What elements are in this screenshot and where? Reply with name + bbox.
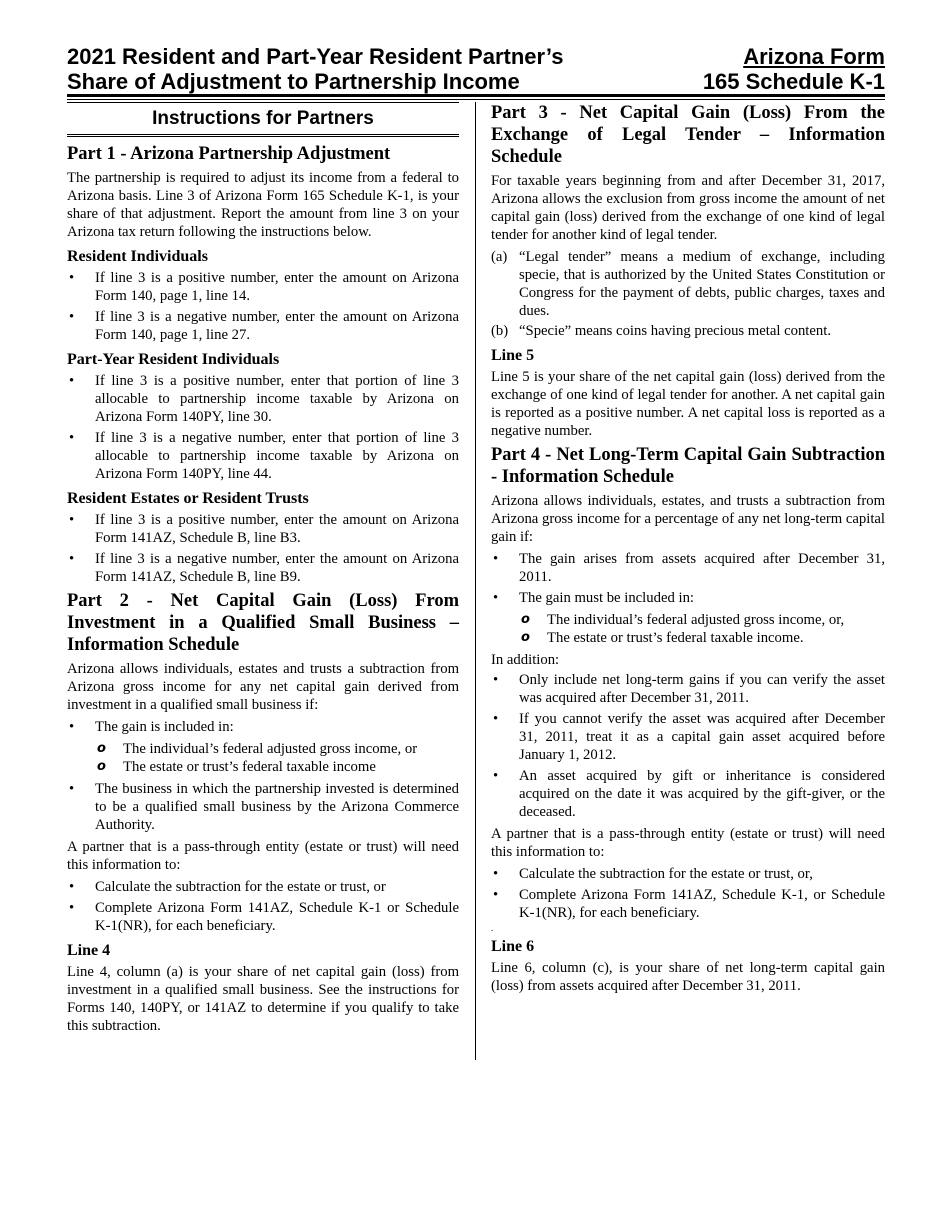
list-item-text: Calculate the subtraction for the estate or trust, or, bbox=[519, 866, 813, 882]
definition-label: (a) bbox=[491, 249, 508, 265]
sub-list-item-text: The individual’s federal adjusted gross income, or, bbox=[547, 612, 845, 628]
form-title-line2: Share of Adjustment to Partnership Income bbox=[67, 69, 520, 94]
bullet-icon: • bbox=[493, 866, 499, 882]
sub-list-item bbox=[67, 758, 459, 776]
list-item bbox=[491, 886, 885, 922]
part3-heading: Part 3 - Net Capital Gain (Loss) From the Exchange of Legal Tender – Information Schedule bbox=[491, 103, 885, 167]
bullet-icon: • bbox=[493, 590, 499, 606]
sub-list-item bbox=[491, 629, 885, 647]
header-rule-thin bbox=[67, 99, 885, 100]
list-item-text: The gain must be included in: bbox=[519, 590, 694, 606]
list-item bbox=[67, 372, 459, 426]
form-number bbox=[703, 44, 885, 94]
part2-passthrough: A partner that is a pass-through entity (estate or trust) will need this information to: bbox=[67, 839, 459, 873]
sub-list-item bbox=[491, 611, 885, 629]
part2-body: Arizona allows individuals, estates and trusts a subtraction from Arizona gross income for any net capital gain derived from investment in a qualified small business if: bbox=[67, 661, 459, 713]
bullet-icon: • bbox=[69, 373, 75, 389]
bullet-icon: • bbox=[493, 768, 499, 784]
bullet-icon: • bbox=[493, 711, 499, 727]
sub-bullet-icon: o bbox=[97, 741, 106, 756]
form-number-line2: 165 Schedule K-1 bbox=[702, 69, 885, 94]
part4-addition-list bbox=[491, 671, 885, 821]
sub-bullet-icon: o bbox=[97, 759, 106, 774]
line4-heading: Line 4 bbox=[67, 942, 111, 959]
line6-body: Line 6, column (c), is your share of net long-term capital gain (loss) from assets acquired after December 31, 2011. bbox=[491, 960, 885, 994]
list-item bbox=[67, 899, 459, 935]
form-title-line1: 2021 Resident and Part-Year Resident Partner’s bbox=[67, 44, 564, 69]
list-item-text: Only include net long-term gains if you can verify the asset was acquired after December 31, 2011. bbox=[519, 672, 885, 706]
line5-heading: Line 5 bbox=[491, 347, 535, 364]
list-item bbox=[491, 671, 885, 707]
list-item-text: If line 3 is a negative number, enter the amount on Arizona Form 141AZ, Schedule B, line B9. bbox=[95, 551, 459, 585]
sub-bullet-icon: o bbox=[521, 612, 530, 627]
list-item bbox=[491, 550, 885, 586]
right-column bbox=[491, 102, 885, 999]
line5-body: Line 5 is your share of the net capital gain (loss) derived from the exchange of one kind of legal tender for another. A net capital gain is reported as a positive number. A net capital loss is reported as a negative number. bbox=[491, 369, 885, 439]
list-item bbox=[491, 865, 885, 883]
bullet-icon: • bbox=[69, 900, 75, 916]
part4-sub-list bbox=[491, 611, 885, 647]
stray-mark: . bbox=[491, 923, 494, 933]
resident-individuals-list bbox=[67, 269, 459, 344]
part1-heading: Part 1 - Arizona Partnership Adjustment bbox=[67, 144, 391, 164]
bullet-icon: • bbox=[69, 879, 75, 895]
bullet-icon: • bbox=[69, 512, 75, 528]
part4-passthrough: A partner that is a pass-through entity (estate or trust) will need this information to: bbox=[491, 826, 885, 860]
sub-bullet-icon: o bbox=[521, 630, 530, 645]
part3-definitions bbox=[491, 248, 885, 340]
column-divider bbox=[475, 102, 476, 1060]
part-year-list bbox=[67, 372, 459, 483]
form-header bbox=[67, 44, 885, 96]
bullet-icon: • bbox=[69, 430, 75, 446]
list-item-text: Complete Arizona Form 141AZ, Schedule K-1, or Schedule K-1(NR), for each beneficiary. bbox=[519, 887, 885, 921]
form-number-line1: Arizona Form bbox=[743, 44, 885, 69]
two-column-body bbox=[67, 102, 885, 1062]
definition-item bbox=[491, 248, 885, 320]
line6-heading: Line 6 bbox=[491, 938, 535, 955]
list-item-text: If line 3 is a positive number, enter that portion of line 3 allocable to partnership income taxable by Arizona on Arizona Form 140PY, line 30. bbox=[95, 373, 459, 425]
list-item bbox=[67, 511, 459, 547]
list-item bbox=[491, 710, 885, 764]
estates-trusts-heading: Resident Estates or Resident Trusts bbox=[67, 490, 309, 507]
part4-body: Arizona allows individuals, estates, and trusts a subtraction from Arizona gross income for a percentage of any net long-term capital gain if: bbox=[491, 493, 885, 545]
list-item bbox=[67, 718, 459, 736]
line4-body: Line 4, column (a) is your share of net capital gain (loss) from investment in a qualified small business. See the instructions for Forms 140, 140PY, or 141AZ to determine if you qualify to take this subtraction. bbox=[67, 964, 459, 1034]
bullet-icon: • bbox=[69, 781, 75, 797]
sub-list-item bbox=[67, 740, 459, 758]
list-item-text: If you cannot verify the asset was acquired after December 31, 2011, treat it as a capital gain asset acquired before January 1, 2012. bbox=[519, 711, 885, 763]
list-item bbox=[67, 780, 459, 834]
form-title bbox=[67, 44, 563, 94]
list-item-text: Complete Arizona Form 141AZ, Schedule K-1 or Schedule K-1(NR), for each beneficiary. bbox=[95, 900, 459, 934]
list-item-text: The business in which the partnership invested is determined to be a qualified small business by the Arizona Commerce Authority. bbox=[95, 781, 459, 833]
header-rule-thick bbox=[67, 94, 885, 97]
definition-text: “Specie” means coins having precious metal content. bbox=[519, 323, 832, 339]
part1-body: The partnership is required to adjust its income from a federal to Arizona basis. Line 3 of Arizona Form 165 Schedule K-1, is your share of that adjustment. Report the amount from line 3 on your Arizona tax return following the instructions below. bbox=[67, 170, 459, 240]
list-item bbox=[67, 308, 459, 344]
part2-conditions-list bbox=[67, 718, 459, 736]
document-page bbox=[67, 44, 885, 1034]
list-item-text: Calculate the subtraction for the estate or trust, or bbox=[95, 879, 386, 895]
sub-list-item-text: The estate or trust’s federal taxable income bbox=[123, 759, 376, 775]
definition-label: (b) bbox=[491, 323, 509, 339]
list-item bbox=[67, 269, 459, 305]
part3-body: For taxable years beginning from and after December 31, 2017, Arizona allows the exclusion from gross income the amount of net capital gain (loss) derived from the exchange of one kind of legal tender for another kind of legal tender. bbox=[491, 173, 885, 243]
estates-trusts-list bbox=[67, 511, 459, 586]
part2-passthrough-list bbox=[67, 878, 459, 935]
list-item bbox=[67, 429, 459, 483]
list-item bbox=[67, 550, 459, 586]
sub-list-item-text: The individual’s federal adjusted gross income, or bbox=[123, 741, 418, 757]
list-item-text: The gain arises from assets acquired after December 31, 2011. bbox=[519, 551, 885, 585]
bullet-icon: • bbox=[69, 719, 75, 735]
part4-passthrough-list bbox=[491, 865, 885, 922]
list-item-text: If line 3 is a positive number, enter the amount on Arizona Form 140, page 1, line 14. bbox=[95, 270, 459, 304]
part4-heading: Part 4 - Net Long-Term Capital Gain Subtraction - Information Schedule bbox=[491, 445, 885, 487]
bullet-icon: • bbox=[69, 551, 75, 567]
definition-text: “Legal tender” means a medium of exchange, including specie, that is authorized by the United States Constitution or Congress for the payment of debts, public charges, taxes and dues. bbox=[519, 249, 885, 319]
list-item-text: If line 3 is a negative number, enter that portion of line 3 allocable to partnership income taxable by Arizona on Arizona Form 140PY, line 44. bbox=[95, 430, 459, 482]
list-item-text: If line 3 is a negative number, enter the amount on Arizona Form 140, page 1, line 27. bbox=[95, 309, 459, 343]
bullet-icon: • bbox=[493, 551, 499, 567]
part2-heading: Part 2 - Net Capital Gain (Loss) From Investment in a Qualified Small Business – Information Schedule bbox=[67, 591, 459, 655]
bullet-icon: • bbox=[493, 887, 499, 903]
instructions-title: Instructions for Partners bbox=[67, 102, 459, 137]
sub-list-item-text: The estate or trust’s federal taxable income. bbox=[547, 630, 804, 646]
in-addition-label: In addition: bbox=[491, 652, 560, 668]
list-item bbox=[491, 589, 885, 607]
bullet-icon: • bbox=[69, 270, 75, 286]
list-item-text: The gain is included in: bbox=[95, 719, 234, 735]
list-item bbox=[491, 767, 885, 821]
bullet-icon: • bbox=[69, 309, 75, 325]
list-item bbox=[67, 878, 459, 896]
list-item-text: If line 3 is a positive number, enter the amount on Arizona Form 141AZ, Schedule B, line B3. bbox=[95, 512, 459, 546]
definition-item bbox=[491, 322, 885, 340]
bullet-icon: • bbox=[493, 672, 499, 688]
left-column bbox=[67, 102, 459, 1039]
part2-sub-list bbox=[67, 740, 459, 776]
part4-conditions-list bbox=[491, 550, 885, 607]
part-year-heading: Part-Year Resident Individuals bbox=[67, 351, 280, 368]
list-item-text: An asset acquired by gift or inheritance is considered acquired on the date it was acquired by the gift-giver, or the deceased. bbox=[519, 768, 885, 820]
resident-individuals-heading: Resident Individuals bbox=[67, 248, 208, 265]
part2-conditions-list-cont bbox=[67, 780, 459, 834]
